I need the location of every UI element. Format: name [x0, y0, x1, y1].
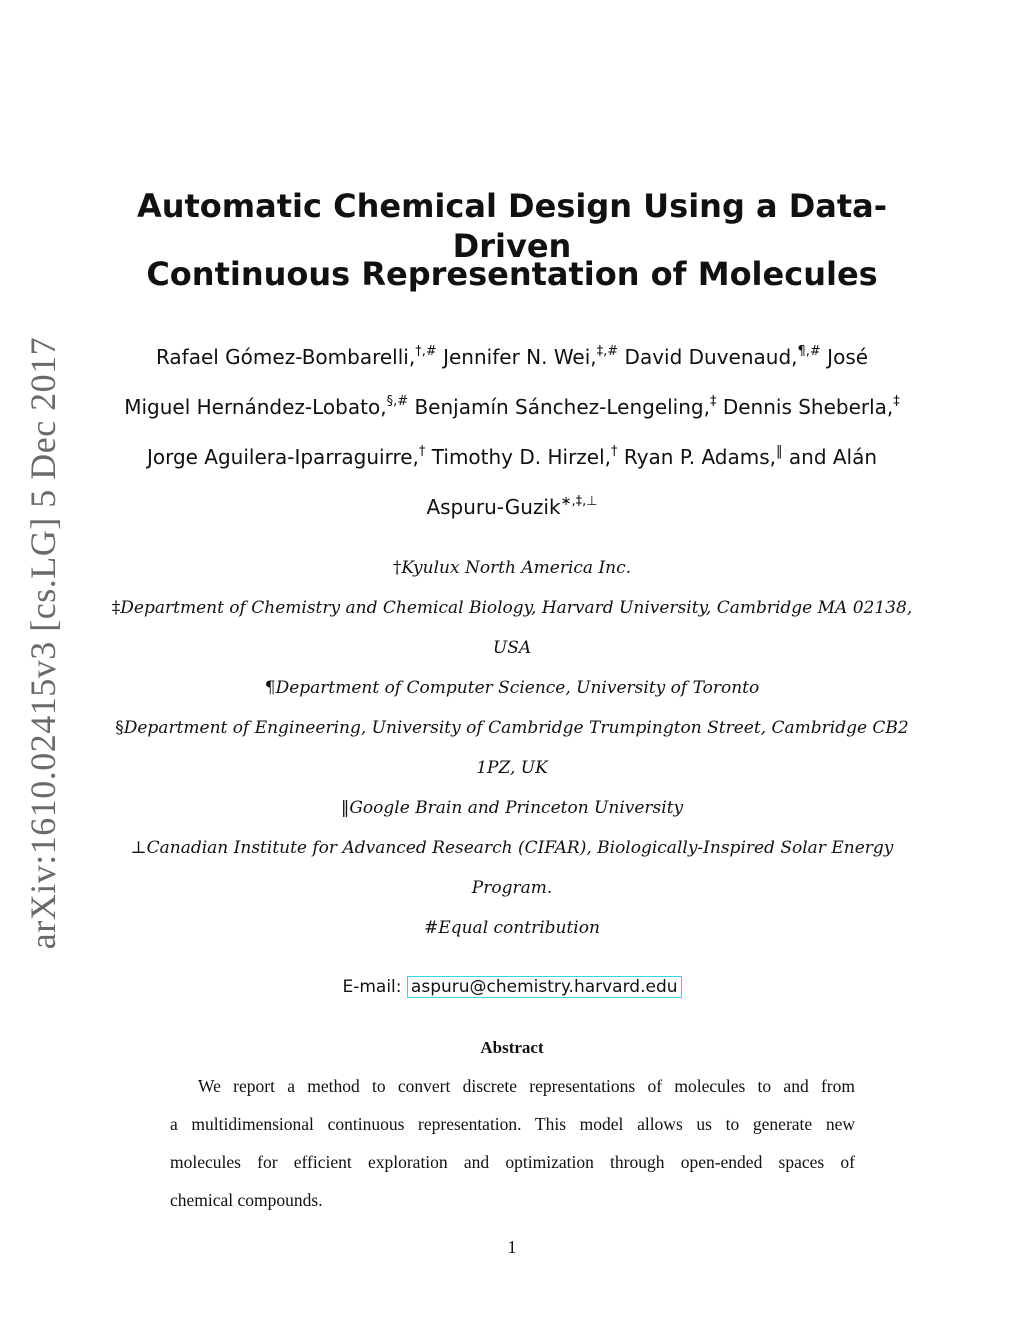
abstract-line: chemical compounds.: [170, 1190, 323, 1210]
affiliation-text: Equal contribution: [438, 918, 600, 938]
author-name: Jorge Aguilera-Iparraguirre,: [146, 445, 419, 469]
author-name: Miguel Hernández-Lobato,: [124, 395, 387, 419]
author-affil-mark: ‖: [776, 444, 783, 459]
affiliation-cambridge: [100, 715, 924, 741]
affiliation-google-princeton: [100, 795, 924, 821]
author-name: Ryan P. Adams,: [617, 445, 777, 469]
affiliation-kyulux: [100, 555, 924, 581]
author-affil-mark: †: [418, 444, 426, 459]
email-link[interactable]: aspuru@chemistry.harvard.edu: [407, 976, 682, 998]
author-affil-mark: §,#: [386, 394, 409, 409]
author-line-2: [110, 392, 914, 422]
affiliation-cifar-continued: [100, 875, 924, 901]
affiliation-harvard-continued: [100, 635, 924, 661]
arxiv-id: arXiv:1610.02415v3 [cs.LG] 5 Dec 2017: [23, 336, 64, 949]
author-name: Aspuru-Guzik: [426, 495, 561, 519]
author-name: David Duvenaud,: [618, 345, 798, 369]
affiliation-text: USA: [492, 638, 532, 658]
affiliation-cambridge-continued: [100, 755, 924, 781]
author-name: Dennis Sheberla,: [716, 395, 894, 419]
abstract-line: We report a method to convert discrete representations of molecules to and from: [198, 1076, 855, 1096]
affiliation-text: Canadian Institute for Advanced Research (CIFAR), Biologically-Inspired Solar Energy: [146, 838, 894, 858]
email-label: E-mail:: [342, 977, 402, 997]
author-affil-mark: ∗,‡,⊥: [560, 494, 598, 509]
author-affil-mark: ‡: [709, 394, 717, 409]
author-name: and Alán: [782, 445, 878, 469]
arxiv-stamp: [18, 336, 68, 949]
affiliation-text: Program.: [471, 878, 553, 898]
affiliation-text: Kyulux North America Inc.: [401, 558, 632, 578]
author-line-4: [110, 492, 914, 522]
author-name: José: [820, 345, 869, 369]
abstract-heading: Abstract: [480, 1038, 544, 1057]
page-number: 1: [507, 1237, 517, 1257]
contact-email: [100, 974, 924, 1000]
affiliation-mark: ⊥: [130, 838, 147, 858]
author-affil-mark: ¶,#: [797, 344, 821, 359]
author-name: Timothy D. Hirzel,: [425, 445, 612, 469]
affiliation-toronto: [100, 675, 924, 701]
equal-contribution-note: [100, 915, 924, 941]
author-line-3: [110, 442, 914, 472]
affiliation-mark: †: [392, 558, 402, 578]
affiliation-cifar: [100, 835, 924, 861]
affiliation-mark: ‖: [340, 798, 350, 818]
abstract-line: molecules for efficient exploration and optimization through open-ended spaces of: [170, 1152, 855, 1172]
author-affil-mark: †,#: [415, 344, 437, 359]
affiliation-text: Google Brain and Princeton University: [349, 798, 684, 818]
author-affil-mark: ‡,#: [596, 344, 619, 359]
author-line-1: [110, 342, 914, 372]
paper-title-line-1: Automatic Chemical Design Using a Data-Driven: [136, 187, 888, 265]
affiliation-harvard: [100, 595, 924, 621]
affiliation-text: Department of Computer Science, University of Toronto: [275, 678, 760, 698]
affiliation-mark: §: [115, 718, 124, 738]
affiliation-text: Department of Engineering, University of Cambridge Trumpington Street, Cambridge CB2: [123, 718, 909, 738]
affiliation-mark: ¶: [264, 678, 276, 698]
affiliation-mark: #: [424, 918, 439, 938]
paper-title-line-2: Continuous Representation of Molecules: [146, 255, 878, 293]
author-affil-mark: †: [611, 444, 618, 459]
abstract-line: a multidimensional continuous representation. This model allows us to generate new: [170, 1114, 855, 1134]
affiliation-text: Department of Chemistry and Chemical Biology, Harvard University, Cambridge MA 02138,: [120, 598, 913, 618]
affiliation-mark: ‡: [111, 598, 121, 618]
affiliation-text: 1PZ, UK: [476, 758, 548, 778]
author-name: Rafael Gómez-Bombarelli,: [155, 345, 416, 369]
author-name: Jennifer N. Wei,: [436, 345, 597, 369]
author-name: Benjamín Sánchez-Lengeling,: [408, 395, 710, 419]
author-affil-mark: ‡: [893, 394, 900, 409]
